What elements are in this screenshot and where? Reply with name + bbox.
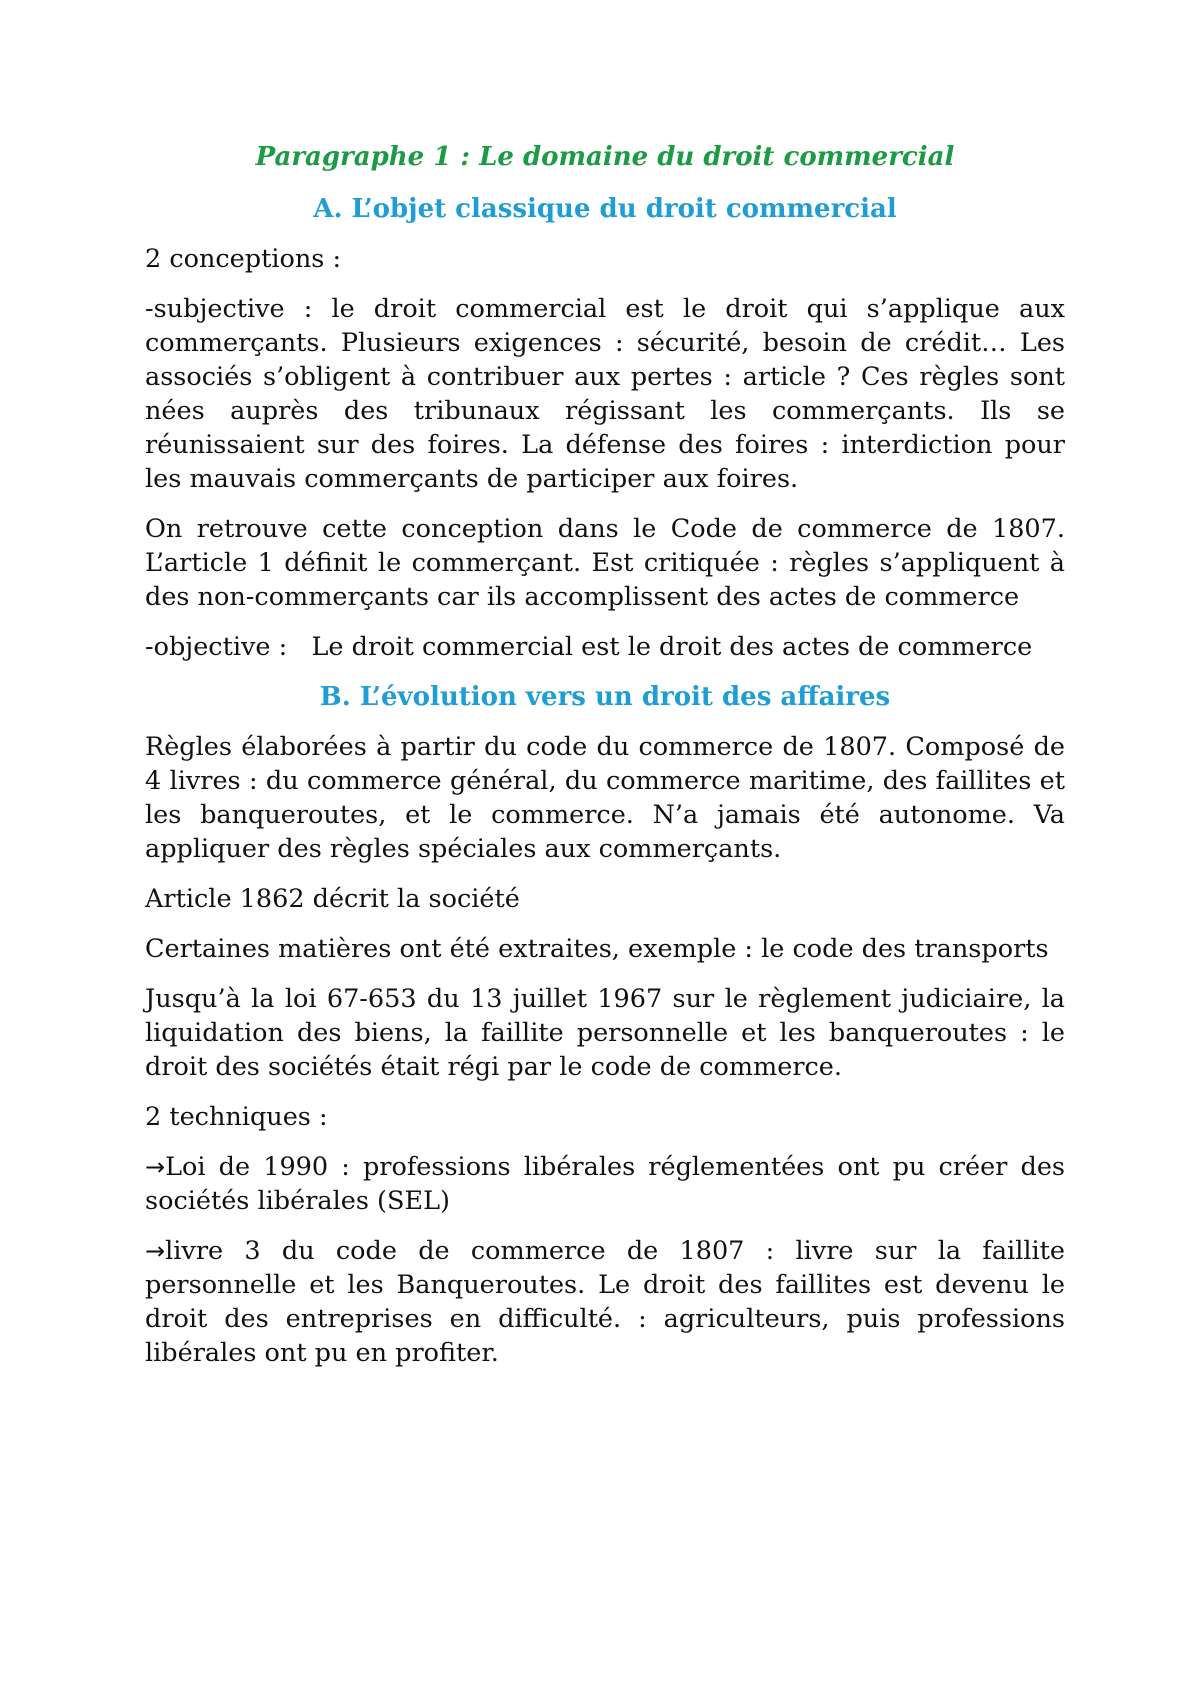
paragraph-title: Paragraphe 1 : Le domaine du droit commercial: [255, 142, 955, 172]
section-b-paragraph-1: Règles élaborées à partir du code du commerce de 1807. Composé de 4 livres : du commerce général, du commerce maritime, des faillites et les banqueroutes, et le commerce. N’a jamais été autonome. Va appliquer des règles spéciales aux commerçants.: [145, 732, 1065, 864]
section-b-paragraph-3: Certaines matières ont été extraites, exemple : le code des transports: [145, 934, 1049, 964]
technique-1-item: [145, 1150, 1065, 1218]
section-a-code-1807: On retrouve cette conception dans le Code de commerce de 1807. L’article 1 définit le commerçant. Est critiquée : règles s’appliquent à des non-commerçants car ils accomplissent des actes de commerce: [145, 514, 1065, 612]
technique-2-text: livre 3 du code de commerce de 1807 : livre sur la faillite personnelle et les Banqueroutes. Le droit des faillites est devenu le droit des entreprises en difficulté. : agriculteurs, puis professions libérales ont pu en profiter.: [145, 1236, 1065, 1368]
arrow-right-icon: →: [145, 1237, 166, 1265]
arrow-right-icon: →: [145, 1153, 166, 1181]
document-page: [145, 140, 1065, 1386]
technique-1-text: Loi de 1990 : professions libérales réglementées ont pu créer des sociétés libérales (SEL): [145, 1152, 1065, 1216]
section-b-paragraph-2: Article 1862 décrit la société: [145, 884, 520, 914]
technique-2-item: [145, 1234, 1065, 1370]
section-b-paragraph-4: Jusqu’à la loi 67-653 du 13 juillet 1967 sur le règlement judiciaire, la liquidation des biens, la faillite personnelle et les banqueroutes : le droit des sociétés était régi par le code de commerce.: [145, 984, 1065, 1082]
section-a-heading: A. L’objet classique du droit commercial: [313, 194, 897, 224]
section-a-intro: 2 conceptions :: [145, 244, 342, 274]
section-b-heading: B. L’évolution vers un droit des affaires: [319, 682, 891, 712]
section-a-objective: -objective : Le droit commercial est le droit des actes de commerce: [145, 632, 1033, 662]
section-b-paragraph-5: 2 techniques :: [145, 1102, 328, 1132]
section-a-subjective: -subjective : le droit commercial est le droit qui s’applique aux commerçants. Plusieurs exigences : sécurité, besoin de crédit… Les associés s’obligent à contribuer aux pertes : article ? Ces règles sont nées auprès des tribunaux régissant les commerçants. Ils se réunissaient sur des foires. La défense des foires : interdiction pour les mauvais commerçants de participer aux foires.: [145, 294, 1065, 494]
